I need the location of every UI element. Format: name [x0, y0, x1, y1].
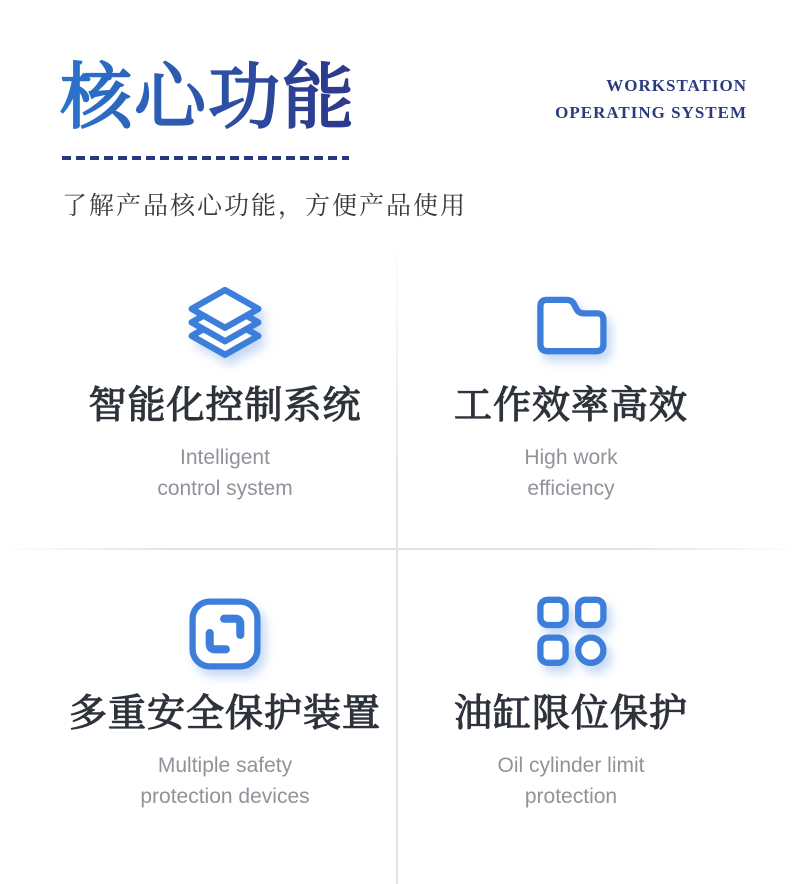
- feature-subtitle-line: Intelligent: [180, 446, 270, 469]
- feature-title: 油缸限位保护: [453, 693, 688, 735]
- scan-frame-icon: [180, 589, 270, 679]
- horizontal-divider: [0, 548, 800, 550]
- feature-card-work-efficiency: [376, 281, 766, 504]
- feature-subtitle-line: protection devices: [140, 785, 310, 808]
- tagline-line-1: WORKSTATION: [606, 76, 747, 95]
- folder-icon: [526, 281, 616, 371]
- feature-subtitle-line: protection: [524, 785, 618, 808]
- feature-subtitle-line: control system: [157, 477, 293, 500]
- dashed-divider: [62, 156, 349, 160]
- feature-card-safety-protection: [30, 589, 420, 812]
- feature-subtitle-line: High work: [524, 446, 618, 469]
- tagline-line-2: OPERATING SYSTEM: [555, 103, 747, 122]
- feature-subtitle-line: Oil cylinder limit: [497, 754, 645, 777]
- feature-title: 智能化控制系统: [88, 385, 362, 427]
- feature-subtitle-line: Multiple safety: [157, 754, 293, 777]
- page-title: 核心功能: [60, 52, 356, 144]
- feature-title: 多重安全保护装置: [68, 693, 381, 735]
- feature-subtitle: [30, 442, 420, 504]
- feature-card-intelligent-control: [30, 281, 420, 504]
- page-subtitle: 了解产品核心功能，方便产品使用: [62, 192, 468, 220]
- feature-subtitle: [376, 750, 766, 812]
- feature-title: 工作效率高效: [453, 385, 688, 427]
- feature-subtitle-line: efficiency: [527, 477, 615, 500]
- tagline: [555, 72, 747, 126]
- feature-subtitle: [376, 442, 766, 504]
- grid-shapes-icon: [526, 589, 616, 679]
- feature-subtitle: [30, 750, 420, 812]
- feature-card-cylinder-limit: [376, 589, 766, 812]
- layers-icon: [180, 281, 270, 371]
